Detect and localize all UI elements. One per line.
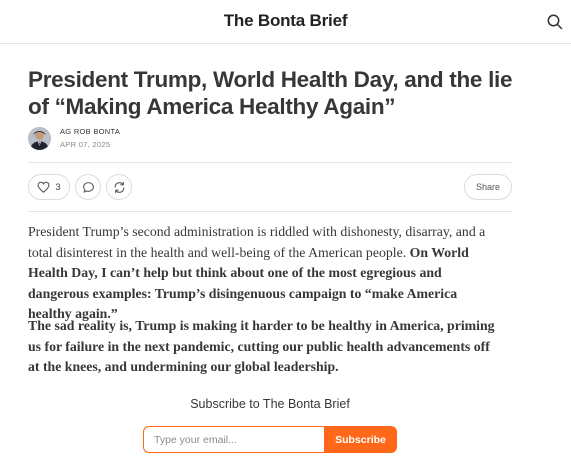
post-actions <box>28 174 512 200</box>
top-navigation-bar <box>0 0 571 44</box>
subscribe-button[interactable]: Subscribe <box>324 426 397 453</box>
share-button[interactable]: Share <box>464 174 512 200</box>
divider <box>28 162 512 163</box>
email-input[interactable] <box>143 426 326 453</box>
paragraph-bold-text: On World Health Day, I can’t help but think about one of the most egregious and dangerous examples: Trump’s disingenuous campaign to “make America healthy again.” <box>28 244 469 321</box>
search-button[interactable] <box>545 12 565 32</box>
post-paragraph <box>28 222 503 325</box>
search-icon <box>545 12 565 32</box>
heart-icon <box>37 181 50 193</box>
restack-button[interactable] <box>106 174 132 200</box>
like-count: 3 <box>55 182 61 192</box>
restack-icon <box>113 181 126 194</box>
author-avatar[interactable] <box>28 127 51 150</box>
divider <box>28 211 512 212</box>
publication-title[interactable]: The Bonta Brief <box>223 11 348 30</box>
post-date: APR 07, 2025 <box>60 140 111 149</box>
author-photo <box>28 127 51 150</box>
comment-icon <box>82 181 95 194</box>
byline <box>28 127 328 151</box>
subscribe-heading: Subscribe to The Bonta Brief <box>190 397 350 411</box>
post-title: President Trump, World Health Day, and the lie of “Making America Healthy Again” <box>28 67 513 119</box>
paragraph-text: President Trump’s second administration is riddled with dishonesty, disarray, and a total disinterest in the health and well-being of the American people. <box>28 224 486 260</box>
like-button[interactable] <box>28 174 70 200</box>
post-paragraph-bold: The sad reality is, Trump is making it harder to be healthy in America, priming us for failure in the next pandemic, cutting our public health advancements off at the knees, and undermining our global leadership. <box>28 318 495 374</box>
author-name[interactable]: AG ROB BONTA <box>60 127 121 136</box>
comment-button[interactable] <box>75 174 101 200</box>
